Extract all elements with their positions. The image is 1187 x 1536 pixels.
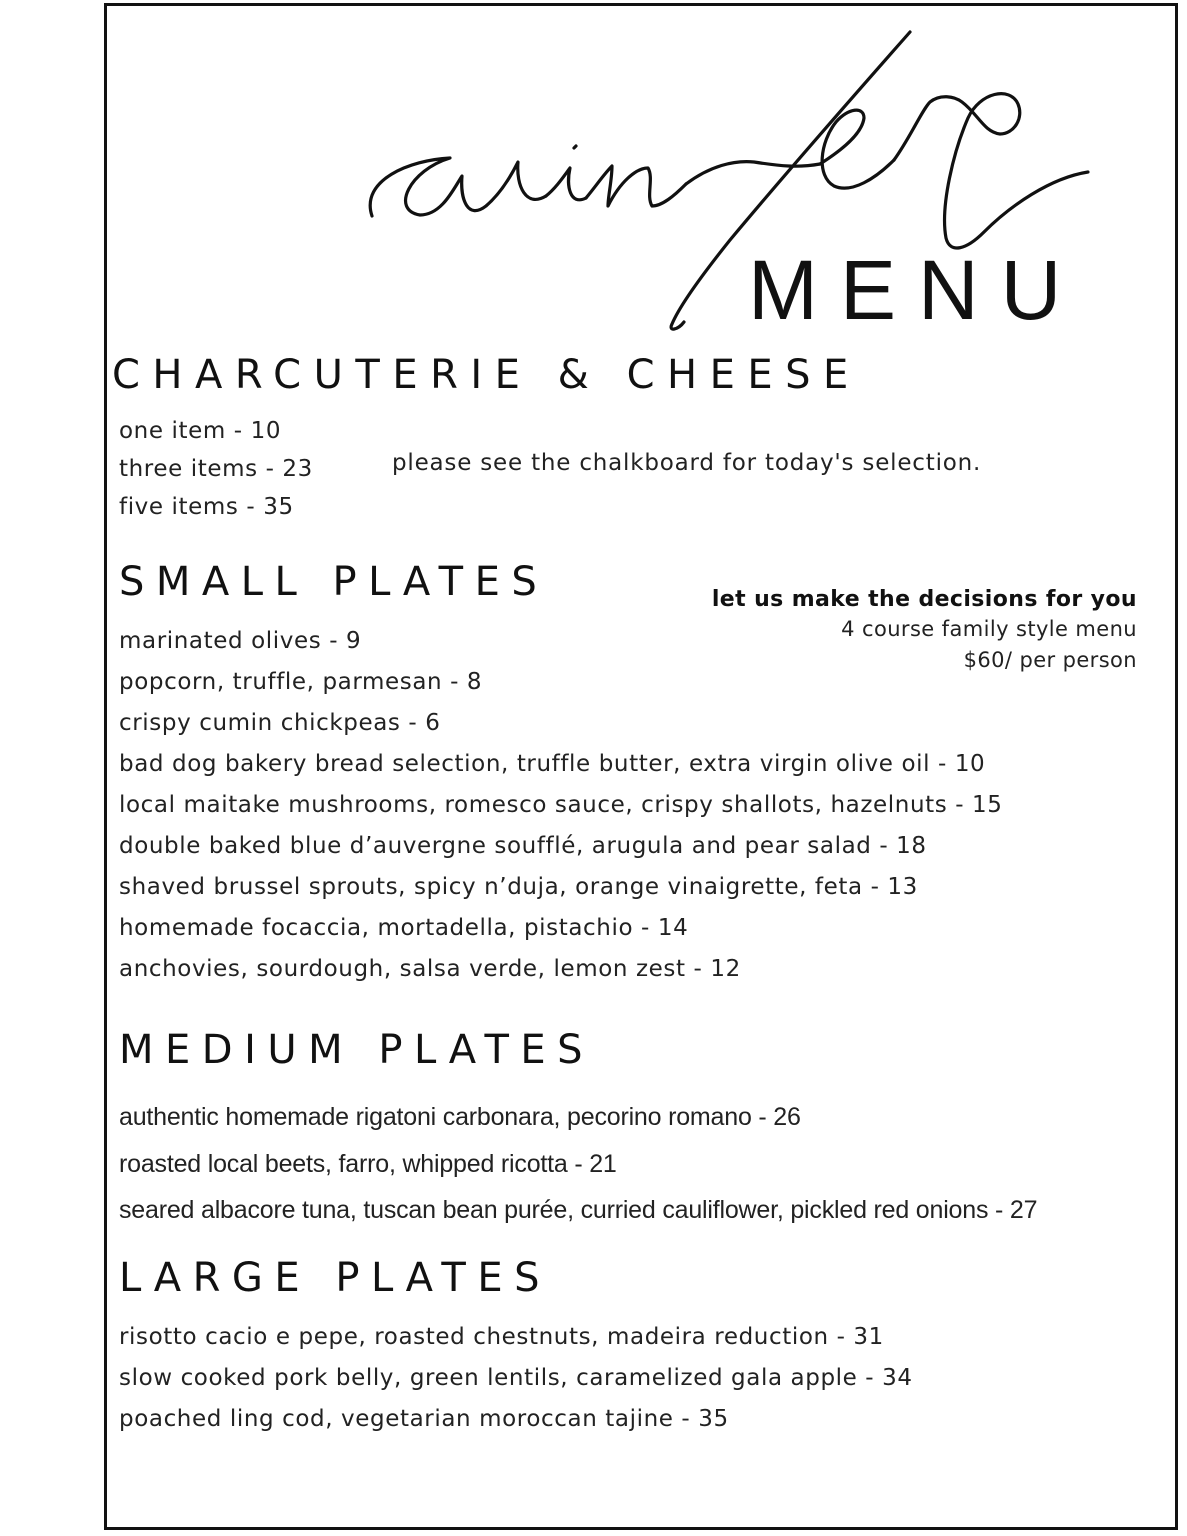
medium-plate-item: seared albacore tuna, tuscan bean purée, curried cauliflower, pickled red onions - 27 xyxy=(119,1196,1038,1224)
charcuterie-heading: CHARCUTERIE & CHEESE xyxy=(112,352,861,398)
small-plate-item: popcorn, truffle, parmesan - 8 xyxy=(119,669,483,695)
tasting-price: $60/ per person xyxy=(963,648,1137,672)
small-plate-item: marinated olives - 9 xyxy=(119,628,362,654)
menu-title: MENU xyxy=(748,243,1084,337)
charcuterie-item: three items - 23 xyxy=(119,456,313,482)
tasting-headline: let us make the decisions for you xyxy=(711,587,1137,612)
charcuterie-item: five items - 35 xyxy=(119,494,294,520)
large-plates-heading: LARGE PLATES xyxy=(119,1255,552,1301)
tasting-description: 4 course family style menu xyxy=(841,617,1137,641)
large-plate-item: slow cooked pork belly, green lentils, caramelized gala apple - 34 xyxy=(119,1365,913,1391)
chalkboard-note: please see the chalkboard for today's selection. xyxy=(392,450,982,476)
medium-plate-item: roasted local beets, farro, whipped ricotta - 21 xyxy=(119,1150,617,1178)
small-plate-item: anchovies, sourdough, salsa verde, lemon zest - 12 xyxy=(119,956,741,982)
small-plate-item: homemade focaccia, mortadella, pistachio - 14 xyxy=(119,915,689,941)
small-plate-item: crispy cumin chickpeas - 6 xyxy=(119,710,441,736)
large-plate-item: poached ling cod, vegetarian moroccan tajine - 35 xyxy=(119,1406,729,1432)
small-plate-item: double baked blue d’auvergne soufflé, arugula and pear salad - 18 xyxy=(119,833,927,859)
small-plate-item: bad dog bakery bread selection, truffle butter, extra virgin olive oil - 10 xyxy=(119,751,986,777)
charcuterie-item: one item - 10 xyxy=(119,418,282,444)
medium-plate-item: authentic homemade rigatoni carbonara, pecorino romano - 26 xyxy=(119,1103,801,1131)
tasting-offer xyxy=(712,586,1137,676)
small-plate-item: shaved brussel sprouts, spicy n’duja, orange vinaigrette, feta - 13 xyxy=(119,874,918,900)
medium-plates-heading: MEDIUM PLATES xyxy=(119,1027,595,1073)
large-plate-item: risotto cacio e pepe, roasted chestnuts, madeira reduction - 31 xyxy=(119,1324,884,1350)
small-plate-item: local maitake mushrooms, romesco sauce, crispy shallots, hazelnuts - 15 xyxy=(119,792,1003,818)
small-plates-heading: SMALL PLATES xyxy=(119,559,549,605)
